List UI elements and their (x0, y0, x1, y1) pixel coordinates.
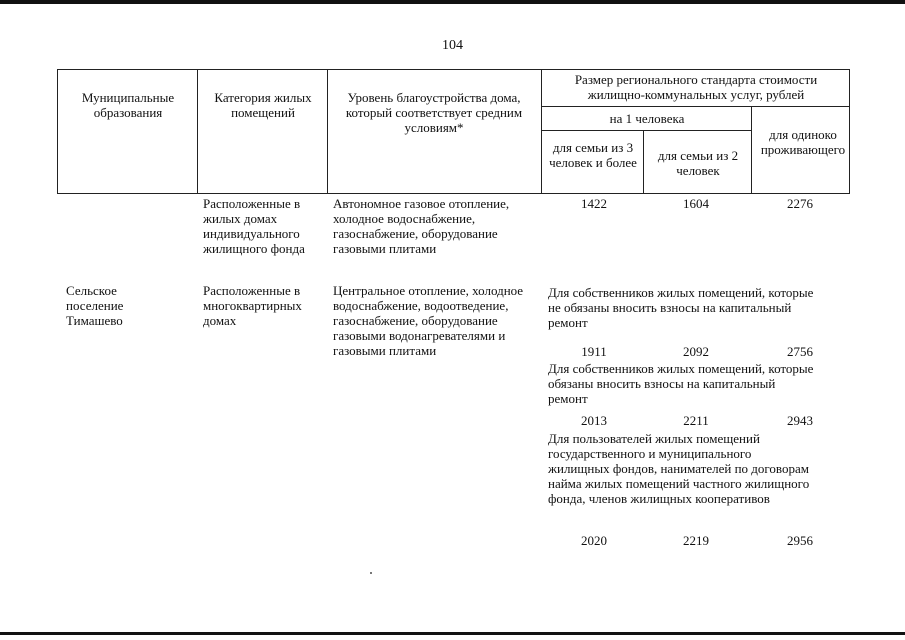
group2-text: Для собственников жилых помещений, которые обязаны вносить взносы на капитальный ремонт (548, 361, 814, 406)
per-person-rule (541, 130, 751, 131)
row1-value-family2: 1604 (683, 196, 709, 211)
header-size-title: Размер регионального стандарта стоимости жилищно-коммунальных услуг, рублей (574, 72, 818, 102)
header-per-person: на 1 человека (609, 111, 685, 126)
col-rule-2 (327, 69, 328, 194)
header-level: Уровень благоустройства дома, который соответствует средним условиям* (345, 90, 523, 135)
group3-value-family2: 2219 (683, 533, 709, 548)
municipality-name: Сельское поселение Тимашево (66, 283, 124, 328)
col-rule-1 (197, 69, 198, 194)
header-single: для одиноко проживающего (760, 127, 846, 157)
scan-speck (370, 572, 372, 574)
row1-value-family3: 1422 (581, 196, 607, 211)
group2-value-single: 2943 (787, 413, 813, 428)
group1-value-single: 2756 (787, 344, 813, 359)
col-rule-5 (751, 106, 752, 194)
group3-text: Для пользователей жилых помещений государственного и муниципального жилищных фондов, нанимателей по договорам найма жилых помещений частного жилищного фонда, членов жилищных кооперативов (548, 431, 810, 506)
header-bottom-rule (57, 193, 849, 194)
table-left-rule (57, 69, 58, 194)
group2-value-family2: 2211 (683, 413, 709, 428)
bottom-border (0, 632, 905, 635)
group3-value-family3: 2020 (581, 533, 607, 548)
size-title-rule (541, 106, 849, 107)
table-right-rule (849, 69, 850, 194)
header-family2: для семьи из 2 человек (657, 148, 739, 178)
row1-value-single: 2276 (787, 196, 813, 211)
table-top-rule (57, 69, 849, 70)
group1-value-family2: 2092 (683, 344, 709, 359)
row2-category: Расположенные в многоквартирных домах (203, 283, 302, 328)
col-rule-3 (541, 69, 542, 194)
header-family3: для семьи из 3 человек и более (549, 140, 637, 170)
header-category: Категория жилых помещений (214, 90, 312, 120)
row1-category: Расположенные в жилых домах индивидуального жилищного фонда (203, 196, 305, 256)
row1-level: Автономное газовое отопление, холодное водоснабжение, газоснабжение, оборудование газовыми плитами (333, 196, 510, 256)
group2-value-family3: 2013 (581, 413, 607, 428)
group3-value-single: 2956 (787, 533, 813, 548)
header-municipal: Муниципальные образования (81, 90, 175, 120)
top-border (0, 0, 905, 4)
group1-value-family3: 1911 (581, 344, 607, 359)
group1-text: Для собственников жилых помещений, которые не обязаны вносить взносы на капитальный ремонт (548, 285, 814, 330)
col-rule-4 (643, 130, 644, 194)
row2-level: Центральное отопление, холодное водоснабжение, водоотведение, газоснабжение, оборудование газовыми водонагревателями и газовыми плитами (333, 283, 524, 358)
page-number: 104 (442, 38, 463, 53)
